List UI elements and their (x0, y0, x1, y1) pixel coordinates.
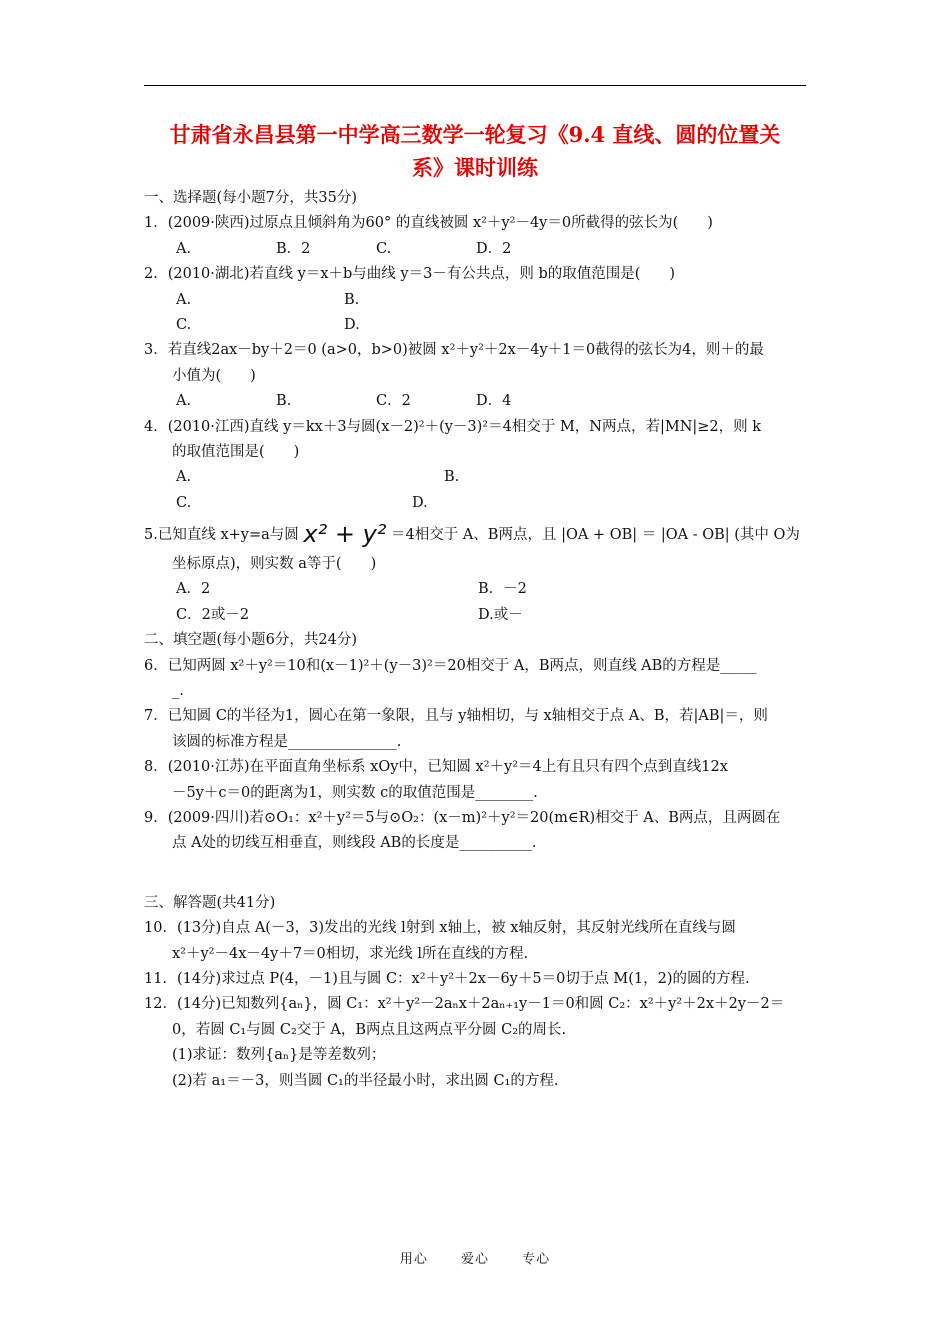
option-d: D. (412, 494, 428, 511)
question-12-stem-1: 12．(14分)已知数列{aₙ}，圆 C₁：x²＋y²－2aₙx＋2aₙ₊₁y－1＝0和圆 C₂：x²＋y²＋2x＋2y－2＝ (144, 996, 785, 1013)
document-body (144, 186, 812, 1094)
question-5-options-cd (144, 603, 812, 628)
section-gap (144, 857, 812, 891)
question-3-stem-1: 3．若直线2ax－by＋2＝0 (a>0，b>0)被圆 x²＋y²＋2x－4y＋1＝0截得的弦长为4，则＋的最 (144, 342, 764, 359)
option-b: B. (344, 291, 360, 308)
question-1-options (144, 237, 812, 262)
page-footer (0, 1248, 950, 1267)
section-header-choice: 一、选择题(每小题7分，共35分) (144, 190, 357, 206)
question-1-stem: 1．(2009·陕西)过原点且倾斜角为60° 的直线被圆 x²＋y²－4y＝0所截得的弦长为( ) (144, 215, 713, 232)
question-2-stem: 2．(2010·湖北)若直线 y＝x＋b与曲线 y＝3－有公共点，则 b的取值范围是( ) (144, 266, 676, 283)
question-6-stem-2: _. (172, 683, 184, 700)
option-a: A. (176, 240, 192, 257)
section-header-solve: 三、解答题(共41分) (144, 894, 276, 911)
option-a: A．2 (176, 581, 211, 598)
option-b: B．－2 (478, 581, 527, 598)
title-line-2: 系》课时训练 (412, 155, 538, 180)
question-10-stem-1: 10．(13分)自点 A(－3，3)发出的光线 l射到 x轴上，被 x轴反射，其反射光线所在直线与圆 (144, 920, 736, 937)
question-2-options-cd (144, 313, 812, 338)
question-7-stem-1: 7．已知圆 C的半径为1，圆心在第一象限，且与 y轴相切，与 x轴相交于点 A、B，若|AB|＝，则 (144, 708, 768, 725)
footer-text-1: 用心 (399, 1252, 428, 1267)
header-rule (144, 85, 806, 86)
option-a: A. (176, 291, 192, 308)
footer-text-3: 专心 (522, 1252, 551, 1267)
q5-circle-expression: x² + y² (303, 520, 387, 549)
question-5-stem-2: 坐标原点)，则实数 a等于( ) (172, 556, 377, 573)
question-10-stem-2: x²＋y²－4x－4y＋7＝0相切，求光线 l所在直线的方程. (172, 945, 529, 962)
option-b: B. (276, 393, 292, 410)
question-12-part-2: (2)若 a₁＝－3，则当圆 C₁的半径最小时，求出圆 C₁的方程. (172, 1072, 559, 1089)
document-title (144, 118, 806, 184)
question-3-stem-2: 小值为( ) (172, 367, 256, 384)
question-2-options-ab (144, 288, 812, 313)
option-d: D．4 (476, 393, 512, 410)
option-c: C. (176, 494, 192, 511)
question-4-stem-1: 4．(2010·江西)直线 y＝kx＋3与圆(x－2)²＋(y－3)²＝4相交于 M，N两点，若|MN|≥2，则 k (144, 418, 762, 435)
question-9-stem-1: 9．(2009·四川)若⊙O₁：x²＋y²＝5与⊙O₂：(x－m)²＋y²＝20(m∈R)相交于 A、B两点，且两圆在 (144, 809, 781, 826)
q5-stem-pre: 5.已知直线 x+y=a与圆 (144, 527, 299, 544)
question-8-stem-2: －5y＋c＝0的距离为1，则实数 c的取值范围是________. (172, 784, 538, 801)
q5-vector-sum: |OA + OB| (561, 527, 638, 544)
q5-vector-diff: |OA - OB| (660, 527, 730, 544)
question-11-stem: 11．(14分)求过点 P(4，－1)且与圆 C：x²＋y²＋2x－6y＋5＝0切于点 M(1，2)的圆的方程. (144, 970, 750, 987)
question-9-stem-2: 点 A处的切线互相垂直，则线段 AB的长度是__________. (172, 835, 537, 852)
option-c: C. (176, 316, 192, 333)
question-12-stem-2: 0，若圆 C₁与圆 C₂交于 A，B两点且这两点平分圆 C₂的周长. (172, 1021, 567, 1038)
option-b: B. (444, 469, 460, 486)
option-d: D. (344, 316, 360, 333)
question-5-stem-1 (144, 516, 812, 552)
option-c: C．2 (376, 393, 411, 410)
option-a: A. (176, 393, 192, 410)
option-d: D.或－ (478, 606, 523, 623)
q5-stem-mid: ＝4相交于 A、B两点，且 (391, 527, 557, 544)
question-5-options-ab (144, 577, 812, 602)
q5-equals: ＝ (641, 527, 657, 544)
option-d: D．2 (476, 240, 512, 257)
question-12-part-1: (1)求证：数列{aₙ}是等差数列； (172, 1047, 386, 1064)
question-7-stem-2: 该圆的标准方程是_______________. (172, 733, 402, 750)
option-b: B．2 (276, 240, 311, 257)
title-line-1: 甘肃省永昌县第一中学高三数学一轮复习《9.4 直线、圆的位置关 (169, 122, 781, 147)
option-a: A. (176, 469, 192, 486)
section-header-fill: 二、填空题(每小题6分，共24分) (144, 632, 357, 649)
question-6-stem-1: 6．已知两圆 x²＋y²＝10和(x－1)²＋(y－3)²＝20相交于 A，B两点，则直线 AB的方程是_____ (144, 657, 757, 674)
option-c: C．2或－2 (176, 606, 250, 623)
q5-stem-post: (其中 O为 (734, 527, 800, 544)
option-c: C. (376, 240, 392, 257)
question-4-stem-2: 的取值范围是( ) (172, 443, 300, 460)
question-8-stem-1: 8．(2010·江苏)在平面直角坐标系 xOy中，已知圆 x²＋y²＝4上有且只有四个点到直线12x (144, 759, 728, 776)
question-3-options (144, 389, 812, 414)
question-4-options-cd (144, 491, 812, 516)
question-4-options-ab (144, 465, 812, 490)
footer-text-2: 爱心 (460, 1252, 489, 1267)
